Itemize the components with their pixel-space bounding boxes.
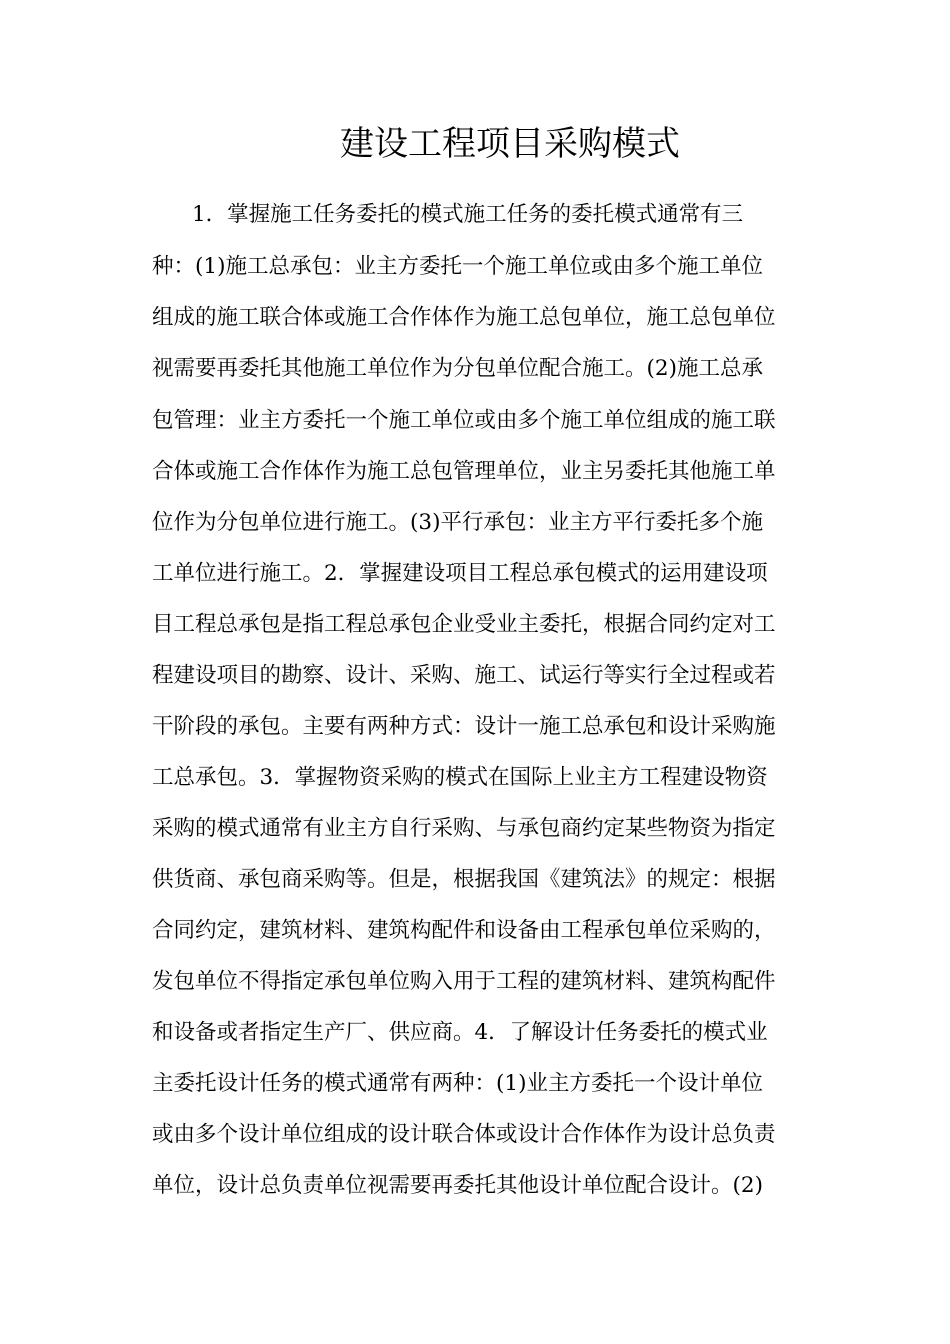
- text-line: 采购的模式通常有业主方自行采购、与承包商约定某些物资为指定: [152, 816, 776, 841]
- text-line: 合体或施工合作体作为施工总包管理单位，业主另委托其他施工单: [152, 459, 776, 484]
- text-line: 目工程总承包是指工程总承包企业受业主委托，根据合同约定对工: [152, 612, 776, 637]
- text-line: 工总承包。3．掌握物资采购的模式在国际上业主方工程建设物资: [152, 765, 768, 790]
- text-line: 主委托设计任务的模式通常有两种：(1)业主方委托一个设计单位: [152, 1071, 763, 1096]
- text-line: 位作为分包单位进行施工。(3)平行承包：业主方平行委托多个施: [152, 510, 763, 535]
- document-title: 建设工程项目采购模式: [340, 124, 680, 164]
- text-line: 或由多个设计单位组成的设计联合体或设计合作体作为设计总负责: [152, 1122, 776, 1147]
- text-line: 发包单位不得指定承包单位购入用于工程的建筑材料、建筑构配件: [152, 969, 776, 994]
- text-line: 种：(1)施工总承包：业主方委托一个施工单位或由多个施工单位: [152, 254, 763, 279]
- text-line: 视需要再委托其他施工单位作为分包单位配合施工。(2)施工总承: [152, 356, 763, 381]
- text-line: 单位，设计总负责单位视需要再委托其他设计单位配合设计。(2): [152, 1173, 763, 1198]
- text-line: 工单位进行施工。2．掌握建设项目工程总承包模式的运用建设项: [152, 561, 768, 586]
- text-line: 程建设项目的勘察、设计、采购、施工、试运行等实行全过程或若: [152, 663, 776, 688]
- text-line: 干阶段的承包。主要有两种方式：设计一施工总承包和设计采购施: [152, 714, 776, 739]
- text-line: 包管理：业主方委托一个施工单位或由多个施工单位组成的施工联: [152, 408, 776, 433]
- text-line: 1．掌握施工任务委托的模式施工任务的委托模式通常有三: [192, 202, 744, 227]
- text-line: 组成的施工联合体或施工合作体作为施工总包单位，施工总包单位: [152, 305, 776, 330]
- text-line: 合同约定，建筑材料、建筑构配件和设备由工程承包单位采购的，: [152, 918, 776, 943]
- text-line: 供货商、承包商采购等。但是，根据我国《建筑法》的规定：根据: [152, 867, 776, 892]
- text-line: 和设备或者指定生产厂、供应商。4．了解设计任务委托的模式业: [152, 1020, 768, 1045]
